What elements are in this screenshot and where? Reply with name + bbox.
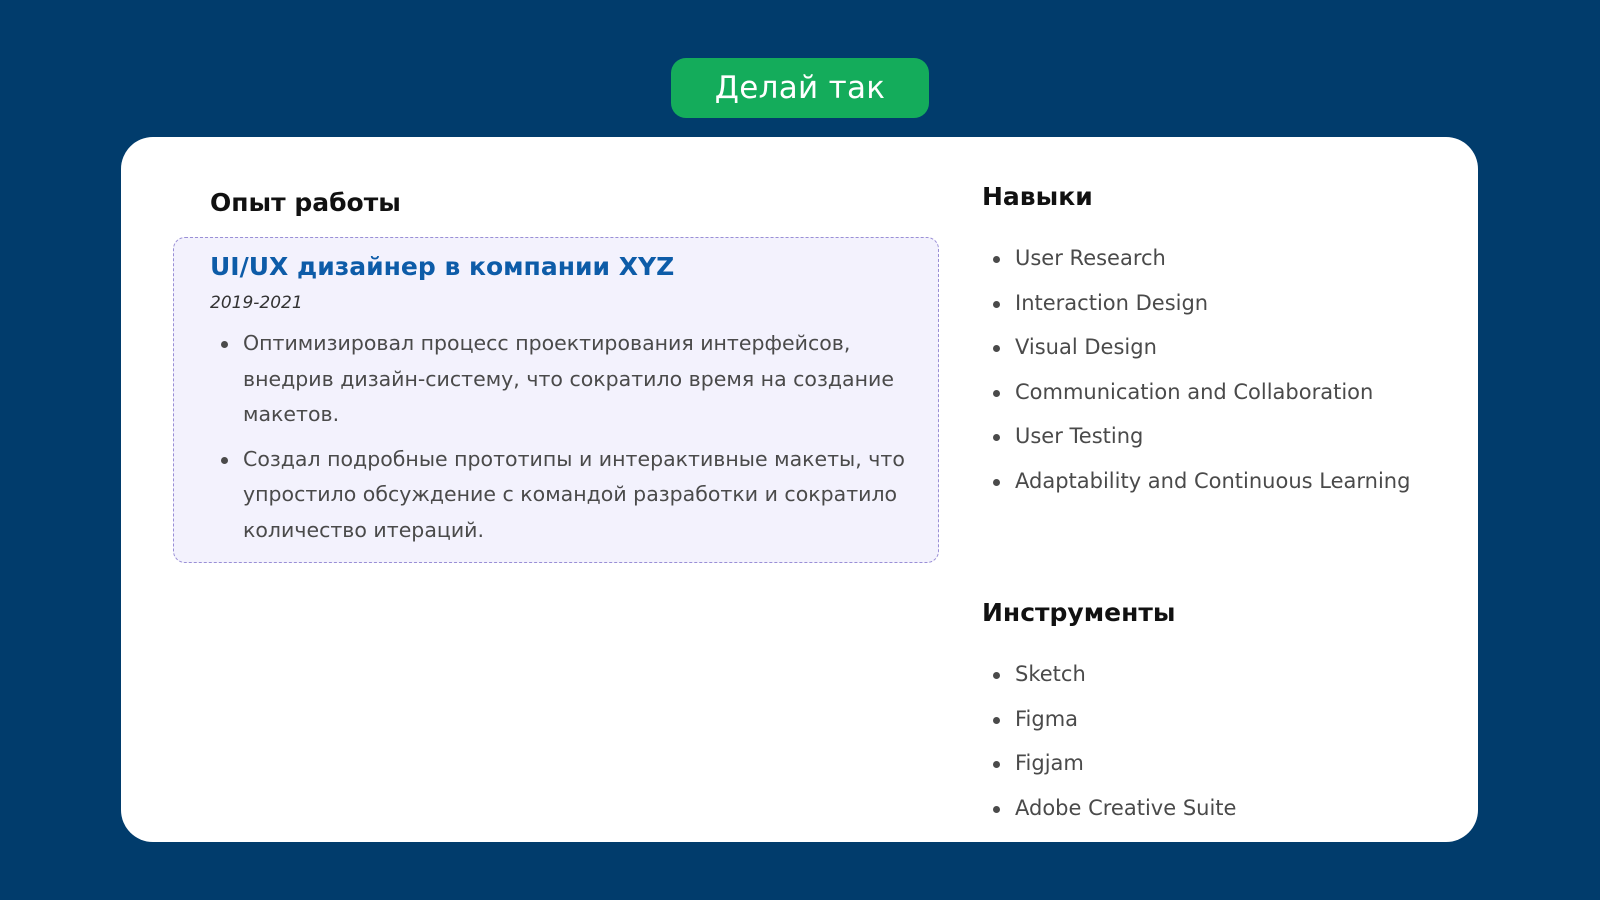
- job-dates: 2019-2021: [210, 293, 303, 313]
- tool-item: Sketch: [982, 657, 1442, 692]
- job-achievement-item: Оптимизировал процесс проектирования интерфейсов, внедрив дизайн-систему, что сократило время на создание макетов.: [210, 326, 910, 433]
- do-this-badge: Делай так: [671, 58, 929, 118]
- job-achievement-item: Создал подробные прототипы и интерактивные макеты, что упростило обсуждение с командой разработки и сократило количество итераций.: [210, 442, 910, 549]
- skills-heading: Навыки: [982, 182, 1093, 211]
- tool-item: Figma: [982, 702, 1442, 737]
- skill-item: Communication and Collaboration: [982, 375, 1442, 410]
- skill-item: Visual Design: [982, 330, 1442, 365]
- skills-list: [982, 241, 1442, 508]
- experience-heading: Опыт работы: [210, 188, 401, 217]
- resume-card: [121, 137, 1478, 842]
- job-title: UI/UX дизайнер в компании XYZ: [210, 252, 675, 281]
- skill-item: User Testing: [982, 419, 1442, 454]
- skill-item: Interaction Design: [982, 286, 1442, 321]
- tools-list: [982, 657, 1442, 835]
- job-entry: [173, 237, 939, 563]
- skill-item: User Research: [982, 241, 1442, 276]
- skill-item: Adaptability and Continuous Learning: [982, 464, 1442, 499]
- tool-item: Adobe Creative Suite: [982, 791, 1442, 826]
- tools-heading: Инструменты: [982, 598, 1176, 627]
- job-achievements-list: [210, 326, 910, 557]
- tool-item: Figjam: [982, 746, 1442, 781]
